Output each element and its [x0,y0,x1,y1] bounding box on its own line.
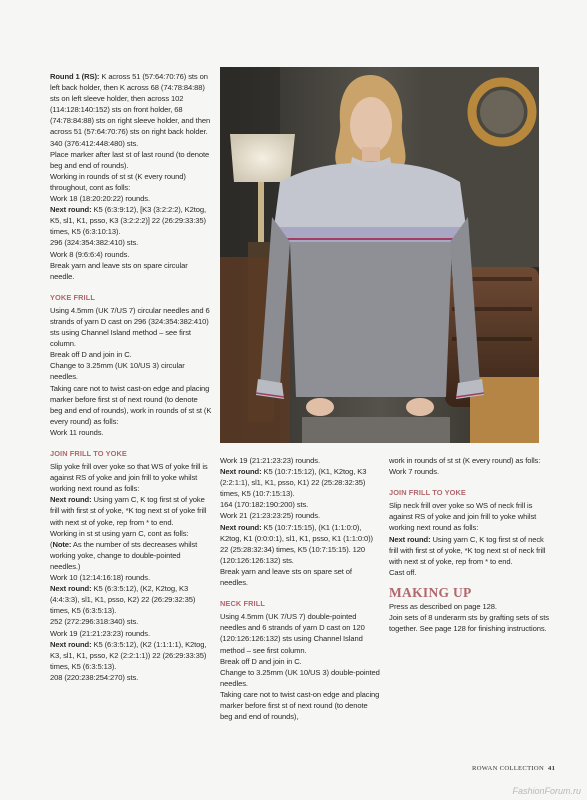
instructions-column-1 [50,71,212,683]
instruction-line: Place marker after last st of last round (to denote beg and end of rounds). [50,149,210,170]
round1-text: K across 51 (57:64:70:76) sts on left back holder, then K across 68 (74:78:84:88) sts on left sleeve holder, then across 102 (114:128:140:152) sts on front holder, 68 (74:78:84:88) sts on right sleeve holder, and then across 51 (57:64:70:76) sts on right back holder. [50,72,211,137]
section-heading-neck-frill: NECK FRILL [220,599,265,609]
next-round-text: Using yarn C, K tog first st of yoke frill with first st of yoke, *K tog next st of yoke frill with next st of yoke, rep from * to end. [50,495,207,527]
instruction-line: Work 21 (21:23:23:25) rounds. [220,511,320,521]
next-round-text: K5 (6:3:9:12), [K3 (3:2:2:2), K2tog, K5, sl1, K1, psso, K3 (3:2:2:2)] 22 (26:29:33:35) times, K5 (6:3:10:13). [50,205,207,237]
instruction-line: Break yarn and leave sts on spare circular needle. [50,260,188,281]
watermark: FashionForum.ru [512,786,581,796]
next-round-label: Next round: [50,639,92,649]
model-photo [220,67,539,443]
next-round-label: Next round: [50,495,92,505]
instruction-line: Break yarn and leave sts on spare set of needles. [220,566,352,588]
stitch-count: 164 (170:182:190:200) sts. [220,500,309,510]
note-label: Note: [52,539,72,549]
instruction-line: Work 11 rounds. [50,427,104,437]
stitch-count: 252 (272:296:318:340) sts. [50,617,139,627]
next-round-paragraph [50,204,212,237]
instruction-line: Work 18 (18:20:20:22) rounds. [50,194,150,204]
instruction-line: Change to 3.25mm (UK 10/US 3) circular needles. [50,361,185,382]
next-round-text: K5 (6:3:5:12), (K2, K2tog, K3 (4:4:3:3), sl1, K1, psso, K2) 22 (26:29:32:35) times, K5 (6:3:5:13). [50,584,196,616]
instruction-line: Cast off. [389,567,417,577]
instruction-line: Join sets of 8 underarm sts by grafting sets of sts together. See page 128 for finishing instructions. [389,613,549,634]
instruction-line: Working in st st using yarn C, cont as folls: [50,528,189,538]
instruction-line: Break off D and join in C. [50,350,132,360]
instruction-line: Work 8 (9:6:6:4) rounds. [50,249,130,259]
next-round-paragraph [220,522,380,566]
instruction-line: Work 19 (21:21:23:23) rounds. [220,456,320,465]
next-round-paragraph [50,494,212,527]
next-round-label: Next round: [50,584,92,594]
page-number: 41 [548,765,556,772]
round1-label: Round 1 (RS): [50,72,100,81]
instruction-line: Work 10 (12:14:16:18) rounds. [50,573,150,583]
instruction-line: Taking care not to twist cast-on edge and placing marker before first st of next round (to denote beg and end of rounds), work in rounds of st st (K every round) as folls: [50,383,212,426]
next-round-paragraph [389,534,549,567]
next-round-label: Next round: [220,522,262,532]
instruction-line: Taking care not to twist cast-on edge and placing marker before first st of next round (to denote beg and end of rounds), [220,689,380,722]
next-round-text: K5 (10:7:15:12), (K1, K2tog, K3 (2:2:1:1), sl1, K1, psso, K1) 22 (25:28:32:35) times, K5 (10:7:15:13). [220,467,367,499]
model-photo-illustration [220,67,539,443]
next-round-label: Next round: [389,534,431,544]
stitch-count: 340 (376:412:448:480) sts. [50,138,139,148]
section-heading-join-frill: JOIN FRILL TO YOKE [389,488,466,498]
next-round-label: Next round: [50,205,92,215]
instructions-column-3 [389,455,549,634]
stitch-count: 208 (220:238:254:270) sts. [50,672,139,682]
page-footer [472,765,555,772]
instruction-line: Change to 3.25mm (UK 10/US 3) double-pointed needles. [220,667,380,688]
stitch-count: 296 (324:354:382:410) sts. [50,238,139,248]
instructions-column-2 [220,455,380,722]
instruction-line: Slip yoke frill over yoke so that WS of yoke frill is against RS of yoke and join frill to yoke whilst working next round as folls: [50,462,208,494]
instruction-line: Work 7 rounds. [389,467,439,477]
next-round-label: Next round: [220,467,262,477]
instruction-line: work in rounds of st st (K every round) as folls: [389,456,541,465]
section-heading-yoke-frill: YOKE FRILL [50,292,95,302]
instruction-line: Break off D and join in C. [220,656,302,666]
instruction-line: Using 4.5mm (UK 7/US 7) double-pointed needles and 6 strands of yarn D cast on 120 (120:126:126:132) sts using Channel Island method – see first column. [220,612,365,655]
instruction-line: Using 4.5mm (UK 7/US 7) circular needles and 6 strands of yarn D cast on 296 (324:354:382:410) sts using Channel Island method – see first column. [50,305,210,349]
note-text: As the number of sts decreases whilst working yoke, change to double-pointed needles.) [50,539,198,571]
next-round-text: Using yarn C, K tog first st of neck frill with first st of yoke, *K tog next st of neck frill with next st of yoke, rep from * to end. [389,534,546,566]
next-round-paragraph [50,583,212,616]
section-heading-join-frill: JOIN FRILL TO YOKE [50,449,127,458]
round1-paragraph [50,71,212,138]
instruction-line: Slip neck frill over yoke so WS of neck frill is against RS of yoke and join frill to yoke whilst working next round as folls: [389,501,537,533]
collection-name: ROWAN COLLECTION [472,765,545,772]
instruction-line: Press as described on page 128. [389,602,497,612]
instruction-line: Working in rounds of st st (K every round) throughout, cont as folls: [50,171,186,192]
next-round-paragraph [220,466,380,499]
next-round-paragraph [50,639,212,672]
section-heading-making-up: MAKING UP [389,584,472,600]
note-paragraph: (Note: As the number of sts decreases whilst working yoke, change to double-pointed needles.) [50,539,198,571]
instruction-line: Work 19 (21:21:23:23) rounds. [50,628,150,638]
next-round-text: K5 (6:3:5:12), (K2 (1:1:1:1), K2tog, K3, sl1, K1, psso, K2 (2:2:1:1)) 22 (26:29:33:35) times, K5 (6:3:5:13). [50,639,207,671]
next-round-text: K5 (10:7:15:15), (K1 (1:1:0:0), K2tog, K1 (0:0:0:1), sl1, K1, psso, K1 (1:1:0:0)) 22 (25:28:32:34) times, K5 (10:7:15:15). 120 (120:126:126:132) sts. [220,522,373,565]
